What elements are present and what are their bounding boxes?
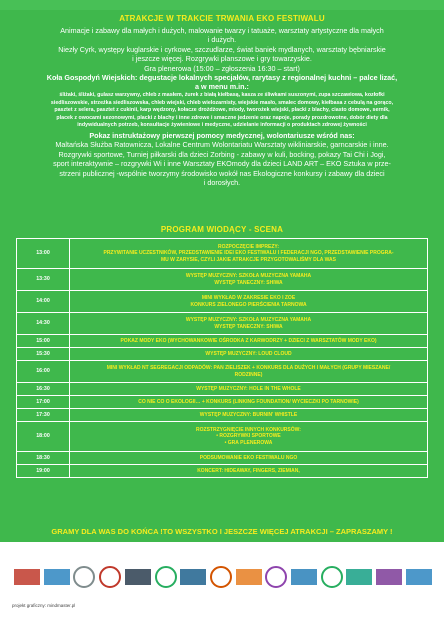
attractions-line: i dużych. — [207, 35, 237, 45]
program-description-line: MU W ZARYSIE, CZYLI JAKIE ATRAKCJE PRZYGOTOWALIŚMY DLA WAS — [160, 256, 336, 263]
program-row — [17, 383, 428, 396]
program-row — [17, 452, 428, 465]
design-credit: projekt graficzny: mindmaster.pl — [12, 603, 76, 608]
sponsor-logos — [14, 556, 432, 598]
program-time: 17:00 — [17, 396, 70, 409]
program-time: 14:00 — [17, 291, 70, 313]
menu-line: placek z owocami sezonowymi, placki z blachy i inne zdrowe i smaczne jedzenie oraz napoje, porady prozdrowotne, dobór diety dla — [56, 114, 388, 121]
footer-slogan: GRAMY DLA WAS DO KOŃCA !TO WSZYSTKO I JESZCZE WIĘCEJ ATRAKCJI – ZAPRASZAMY ! — [51, 527, 393, 536]
program-row — [17, 239, 428, 269]
sponsor-logo — [14, 569, 40, 585]
sponsor-logo — [321, 566, 343, 588]
program-description-line: WYSTĘP TANECZNY: SHIWA — [214, 323, 283, 330]
program-description — [70, 465, 428, 478]
program-row — [17, 396, 428, 409]
attractions-line: a w menu m.in.: — [195, 82, 249, 92]
program-description — [70, 361, 428, 383]
program-row — [17, 361, 428, 383]
sponsor-logo — [210, 566, 232, 588]
program-description — [70, 335, 428, 348]
program-row — [17, 348, 428, 361]
program-description — [70, 452, 428, 465]
program-description-line: KONKURS ZIELONEGO PIERŚCIENIA TARNOWA — [190, 301, 307, 308]
sponsor-logo — [44, 569, 70, 585]
attractions-line: Rozgrywki sportowe, Turniej piłkarski dla dzieci Zorbing - zabawy w kuli, bocking, pokazy Tai Chi i Jogi, — [58, 149, 386, 159]
program-row — [17, 409, 428, 422]
sponsor-logo — [265, 566, 287, 588]
attractions-line: Pokaz instruktażowy pierwszej pomocy medycznej, wolontariusze wśród nas: — [89, 131, 355, 140]
sponsor-logo — [155, 566, 177, 588]
attractions-line: i dorosłych. — [203, 178, 241, 188]
program-description — [70, 239, 428, 269]
program-description-line: ROZSTRZYGNIĘCIE INNYCH KONKURSÓW: — [196, 426, 301, 433]
program-time: 15:00 — [17, 335, 70, 348]
program-description-line: PODSUMOWANIE EKO FESTIWALU NGO — [199, 454, 298, 461]
attractions-title: ATRAKCJE W TRAKCIE TRWANIA EKO FESTIWALU — [119, 14, 325, 23]
attractions-line: Koła Gospodyń Wiejskich: degustacje lokalnych specjałów, rarytasy z regionalnej kuchni – palce lizać, — [46, 73, 398, 83]
sponsor-logo — [99, 566, 121, 588]
sponsor-logo — [346, 569, 372, 585]
program-description-line: WYSTĘP MUZYCZNY: LOUD CLOUD — [205, 350, 292, 357]
program-description — [70, 313, 428, 335]
program-time: 17:30 — [17, 409, 70, 422]
program-description-line: • GRA PLENEROWA — [224, 439, 273, 446]
menu-line: indywidualnych potrzeb, konsultacje żywieniowe i medyczne, udzielanie informacji o produktach zdrowej żywności — [77, 122, 367, 129]
sponsor-logo — [73, 566, 95, 588]
program-row — [17, 335, 428, 348]
sponsor-logo — [236, 569, 262, 585]
attractions-line: Gra plenerowa (15:00 – zgłoszenia 16:30 – start) — [144, 63, 300, 73]
program-description — [70, 422, 428, 452]
menu-line: pasztet z selera, pasztet z cukinii, karp wędzony, kołacze drożdżowe, miody, tworożek wiejski, placki z blachy, ciasto domowe, sernik, — [54, 107, 390, 114]
program-time: 18:30 — [17, 452, 70, 465]
program-row — [17, 465, 428, 478]
program-description-line: WYSTĘP MUZYCZNY: SZKOŁA MUZYCZNA YAMAHA — [185, 316, 312, 323]
sponsor-logo — [180, 569, 206, 585]
program-row — [17, 269, 428, 291]
program-description-line: KONCERT: HIDEAWAY, FINGERS, ZIEMIAN, — [197, 467, 300, 474]
program-description — [70, 348, 428, 361]
program-description-line: ROZPOCZĘCIE IMPREZY: — [217, 243, 280, 250]
program-description-line: WYSTĘP MUZYCZNY: BURNIN' WHISTLE — [199, 411, 298, 418]
program-description-line: MINI WYKŁAD W ZAKRESIE EKO I ZOE — [201, 294, 296, 301]
menu-text — [18, 92, 426, 130]
program-title: PROGRAM WIODĄCY - SCENA — [160, 225, 284, 234]
program-description — [70, 291, 428, 313]
program-time: 14:30 — [17, 313, 70, 335]
sponsor-logo — [125, 569, 151, 585]
program-description — [70, 409, 428, 422]
attractions-line: i jeszcze więcej. Rozgrywki planszowe i gry towarzyskie. — [132, 54, 312, 64]
program-row — [17, 422, 428, 452]
attractions-intro — [18, 26, 426, 92]
sponsor-logo — [376, 569, 402, 585]
program-description-line: MINI WYKŁAD NT SEGREGACJI ODPADÓW: PAN ZIELISZEK + KONKURS DLA DUŻYCH I MAŁYCH (GRUPY MIESZANE/ — [106, 364, 391, 371]
menu-line: śliżaki, śliżaki, gulasz warzywny, chleb z masłem, żurek z białą kiełbasą, kasza ze śliwkami suszonymi, zupa szczawiowa, kozłofki — [59, 92, 385, 98]
program-description — [70, 396, 428, 409]
program-time: 13:30 — [17, 269, 70, 291]
attractions-line: Animacje i zabawy dla małych i dużych, malowanie twarzy i tatuaże, warsztaty artystyczne dla małych — [60, 26, 384, 35]
sponsor-logo — [291, 569, 317, 585]
program-description — [70, 269, 428, 291]
program-description-line: • ROZGRYWKI SPORTOWE — [216, 433, 281, 440]
program-table — [16, 238, 428, 478]
attractions-line: strzeni publicznej -wspólnie tworzymy środowisko wokół nas Ekologiczne konkursy i zabawy dla dzieci — [59, 168, 385, 178]
attractions-more — [18, 131, 426, 187]
program-description-line: PRZYWITANIE UCZESTNIKÓW, PRZEDSTAWIENIE IDEI EKO FESTIWALU I FEDERACJI NGO, PRZEDSTAWIENIE PROGRA- — [103, 250, 394, 257]
program-time: 13:00 — [17, 239, 70, 269]
attractions-line: Maltańska Służba Ratownicza, Lokalne Centrum Wolontariatu Warsztaty wikliniarskie, garncarskie i inne. — [55, 140, 389, 150]
program-description-line: WYSTĘP MUZYCZNY: HOLE IN THE WHOLE — [196, 385, 301, 392]
program-time: 18:00 — [17, 422, 70, 452]
attractions-line: Niezły Cyrk, występy kuglarskie i cyrkowe, szczudlarze, świat baniek mydlanych, warsztaty bębniarskie — [58, 44, 386, 54]
program-description-line: POKAZ MODY EKO (WYCHOWANKOWIE OŚRODKA Z KARWODRZY + DZIECI Z WARSZTATÓW MODY EKO) — [120, 337, 377, 344]
program-time: 16:30 — [17, 383, 70, 396]
program-description — [70, 383, 428, 396]
attractions-line: sport interaktywnie – rozgrywki Wi i inne Warsztaty EKOmody dla dzieci LAND ART – EKO Sztuka w prze- — [53, 159, 391, 169]
program-time: 19:00 — [17, 465, 70, 478]
menu-line: siedliszowskie, strzeżka siedliszowska, chleb wiejski, chleb wielozarnisty, wiejskie masło, smalec domowy, kiełbasa z cebulą na gorąco, — [50, 99, 394, 106]
program-description-line: WYSTĘP MUZYCZNY: SZKOŁA MUZYCZNA YAMAHA — [185, 272, 312, 279]
sponsor-logo — [406, 569, 432, 585]
program-time: 15:30 — [17, 348, 70, 361]
top-band — [0, 0, 444, 10]
program-description-line: WYSTĘP TANECZNY: SHIWA — [214, 279, 283, 286]
program-row — [17, 291, 428, 313]
program-description-line: RODZINNE) — [234, 371, 263, 378]
program-row — [17, 313, 428, 335]
program-time: 16:00 — [17, 361, 70, 383]
program-description-line: CO NIE CO O EKOLOGII… + KONKURS (LINKING FOUNDATION/ WYCIECZKI PO TARNOWIE) — [138, 398, 359, 405]
